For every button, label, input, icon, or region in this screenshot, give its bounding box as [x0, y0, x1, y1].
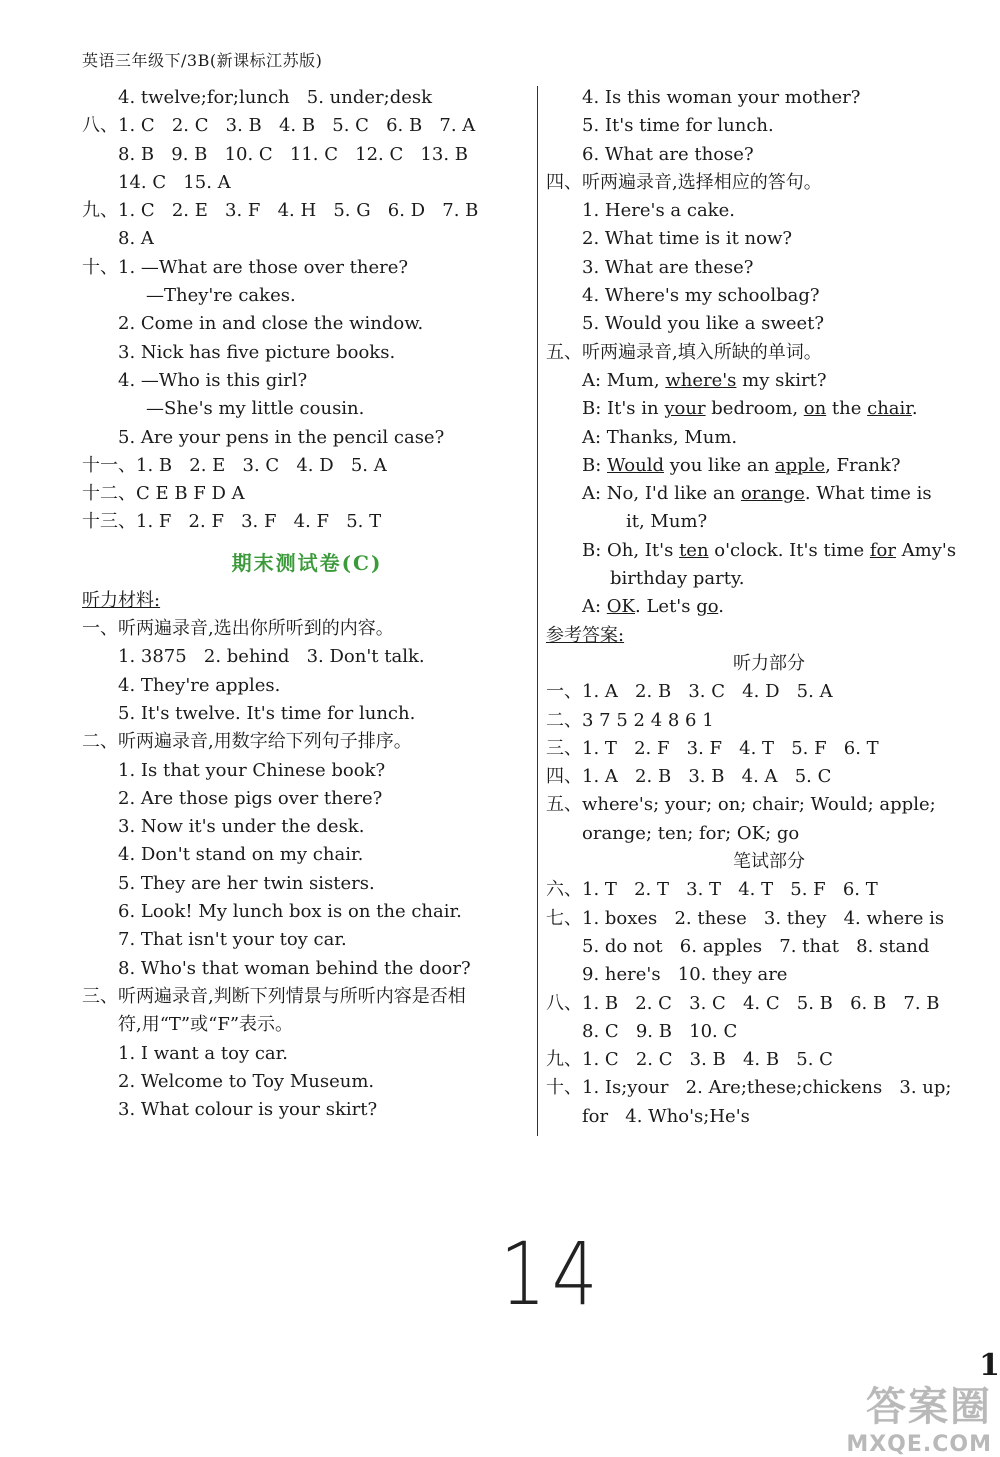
page-number: 1 — [979, 1348, 1000, 1383]
answer-line: 九、1. C 2. C 3. B 4. B 5. C — [546, 1049, 833, 1071]
answer-line: 十一、1. B 2. E 3. C 4. D 5. A — [82, 454, 387, 476]
page-header: 英语三年级下/3B(新课标江苏版) — [82, 51, 323, 70]
dialogue-text: A: Mum, — [582, 369, 666, 391]
left-column — [82, 84, 532, 1124]
answer-line: 9. here's 10. they are — [582, 964, 788, 986]
right-column — [546, 84, 992, 1131]
answer-line: 一、1. A 2. B 3. C 4. D 5. A — [546, 681, 833, 703]
answer-line: 2. Come in and close the window. — [118, 313, 424, 335]
answer-line: 十三、1. F 2. F 3. F 4. F 5. T — [82, 511, 382, 533]
answer-line: 六、1. T 2. T 3. T 4. T 5. F 6. T — [546, 879, 878, 901]
filled-blank: ten — [679, 539, 709, 561]
answer-line: 八、1. B 2. C 3. C 4. C 5. B 6. B 7. B — [546, 992, 940, 1014]
filled-blank: where's — [665, 369, 737, 391]
listening-line: 2. Are those pigs over there? — [118, 787, 383, 809]
dialogue-line: A: Thanks, Mum. — [582, 426, 738, 448]
answer-line: 8. A — [118, 228, 154, 250]
question-heading: 二、听两遍录音,用数字给下列句子排序。 — [82, 731, 412, 753]
listening-line: 5. Would you like a sweet? — [582, 313, 825, 335]
answer-line: 八、1. C 2. C 3. B 4. B 5. C 6. B 7. A — [82, 115, 476, 137]
listening-line: 4. Where's my schoolbag? — [582, 285, 820, 307]
filled-blank: chair — [867, 398, 912, 420]
answer-line: 七、1. boxes 2. these 3. they 4. where is — [546, 907, 945, 929]
dialogue-line — [546, 395, 992, 423]
dialogue-text: B: It's in — [582, 398, 665, 420]
answer-line: 九、1. C 2. E 3. F 4. H 5. G 6. D 7. B — [82, 200, 479, 222]
listening-line: 4. They're apples. — [118, 674, 281, 696]
listening-line: 5. They are her twin sisters. — [118, 872, 375, 894]
watermark-logo-text: 答案圈 — [866, 1384, 992, 1430]
filled-blank: on — [803, 398, 827, 420]
listening-line: 2. What time is it now? — [582, 228, 793, 250]
answer-line: 三、1. T 2. F 3. F 4. T 5. F 6. T — [546, 737, 879, 759]
answer-line: 3. Nick has five picture books. — [118, 341, 396, 363]
listening-line: 6. Look! My lunch box is on the chair. — [118, 901, 462, 923]
listening-line: 3. What colour is your skirt? — [118, 1099, 378, 1121]
listening-line: 6. What are those? — [582, 143, 754, 165]
dialogue-text: . — [718, 596, 724, 618]
section-heading: 参考答案: — [546, 624, 625, 646]
dialogue-line: birthday party. — [610, 568, 745, 590]
question-heading: 四、听两遍录音,选择相应的答句。 — [546, 171, 822, 193]
question-heading: 一、听两遍录音,选出你所听到的内容。 — [82, 618, 394, 640]
answer-line: 14. C 15. A — [118, 171, 231, 193]
listening-line: 1. Is that your Chinese book? — [118, 759, 386, 781]
listening-line: 5. It's time for lunch. — [582, 115, 774, 137]
dialogue-text: . Let's — [635, 596, 697, 618]
answer-line: 十二、C E B F D A — [82, 483, 245, 505]
listening-line: 1. 3875 2. behind 3. Don't talk. — [118, 646, 425, 668]
dialogue-text: you like an — [664, 454, 775, 476]
listening-line: 2. Welcome to Toy Museum. — [118, 1070, 375, 1092]
dialogue-line — [546, 367, 992, 395]
section-title: 期末测试卷(C) — [231, 550, 383, 575]
answer-line: for 4. Who's;He's — [582, 1105, 750, 1127]
dialogue-text: , Frank? — [825, 454, 901, 476]
subsection-title: 听力部分 — [733, 652, 805, 674]
answer-line: —They're cakes. — [146, 285, 296, 307]
dialogue-text: . — [911, 398, 918, 420]
filled-blank: go — [696, 596, 719, 618]
dialogue-text: o'clock. It's time — [708, 539, 870, 561]
listening-line: 1. I want a toy car. — [118, 1042, 288, 1064]
listening-line: 4. Is this woman your mother? — [582, 87, 861, 108]
dialogue-line — [546, 593, 992, 621]
column-divider — [537, 86, 538, 1136]
watermark — [846, 1375, 992, 1457]
dialogue-text: . What time is — [804, 483, 932, 505]
question-heading: 五、听两遍录音,填入所缺的单词。 — [546, 341, 822, 363]
answer-line: —She's my little cousin. — [146, 398, 365, 420]
dialogue-line — [546, 537, 992, 565]
filled-blank: orange — [740, 483, 805, 505]
answer-line: 十、1. Is;your 2. Are;these;chickens 3. up; — [546, 1077, 952, 1099]
dialogue-text: bedroom, — [705, 398, 804, 420]
listening-line: 3. What are these? — [582, 256, 754, 278]
answer-line: 5. Are your pens in the pencil case? — [118, 426, 445, 448]
answer-line: 4. twelve;for;lunch 5. under;desk — [118, 87, 433, 108]
answer-line: 十、1. —What are those over there? — [82, 256, 409, 278]
dialogue-text: Amy's — [895, 539, 957, 561]
dialogue-line — [546, 452, 992, 480]
dialogue-line — [546, 480, 992, 508]
filled-blank: apple — [774, 454, 826, 476]
listening-line: 5. It's twelve. It's time for lunch. — [118, 702, 416, 724]
listening-line: 1. Here's a cake. — [582, 200, 735, 222]
answer-line: 五、where's; your; on; chair; Would; apple; — [546, 794, 936, 816]
answer-line: 8. B 9. B 10. C 11. C 12. C 13. B — [118, 143, 469, 165]
answer-line: 8. C 9. B 10. C — [582, 1020, 738, 1042]
listening-line: 3. Now it's under the desk. — [118, 816, 365, 838]
answer-line: 5. do not 6. apples 7. that 8. stand — [582, 935, 930, 957]
answer-line: 二、3 7 5 2 4 8 6 1 — [546, 709, 714, 731]
dialogue-line: it, Mum? — [626, 511, 708, 533]
dialogue-text: the — [826, 398, 868, 420]
dialogue-text: B: Oh, It's — [582, 539, 680, 561]
filled-blank: Would — [607, 454, 665, 476]
listening-line: 7. That isn't your toy car. — [118, 929, 347, 951]
filled-blank: for — [869, 539, 896, 561]
section-heading: 听力材料: — [82, 589, 161, 611]
filled-blank: your — [664, 398, 706, 420]
dialogue-text: B: — [582, 454, 608, 476]
answer-line: orange; ten; for; OK; go — [582, 822, 800, 844]
listening-line: 4. Don't stand on my chair. — [118, 844, 364, 866]
dialogue-text: A: — [582, 596, 607, 618]
handwritten-number: 14 — [500, 1223, 604, 1325]
question-heading: 符,用“T”或“F”表示。 — [118, 1014, 294, 1036]
listening-line: 8. Who's that woman behind the door? — [118, 957, 471, 979]
subsection-title: 笔试部分 — [733, 851, 805, 873]
question-heading: 三、听两遍录音,判断下列情景与所听内容是否相 — [82, 985, 466, 1007]
answer-line: 4. —Who is this girl? — [118, 369, 308, 391]
dialogue-text: my skirt? — [736, 369, 827, 391]
filled-blank: OK — [606, 596, 636, 618]
dialogue-text: A: No, I'd like an — [582, 483, 741, 505]
watermark-url: MXQE.COM — [846, 1432, 992, 1457]
answer-line: 四、1. A 2. B 3. B 4. A 5. C — [546, 766, 832, 788]
